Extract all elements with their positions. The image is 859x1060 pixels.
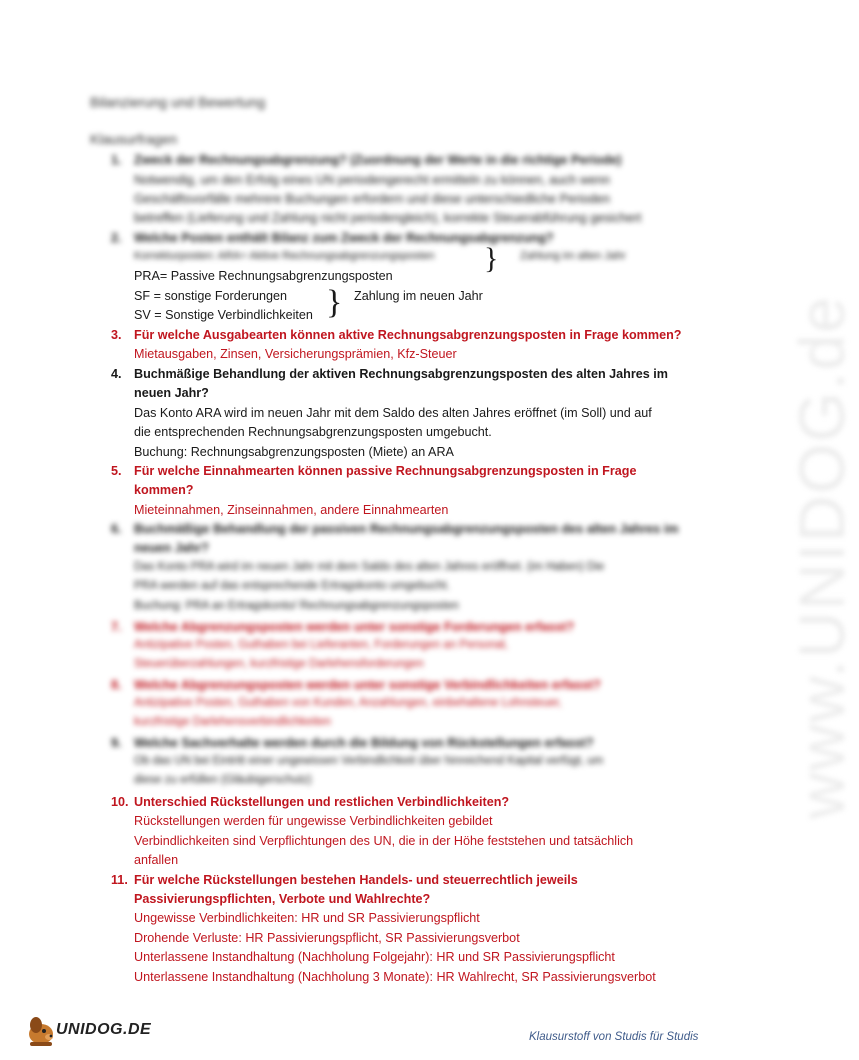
question-11-number: 11.	[111, 873, 128, 887]
question-6-answer-line: Das Konto PRA wird im neuen Jahr mit dem Saldo des alten Jahres eröffnet. (im Haben) Die	[134, 561, 605, 573]
question-10-answer-line: Verbindlichkeiten sind Verpflichtungen des UN, die in der Höhe feststehen und tatsächlich	[134, 834, 634, 848]
document-title: Bilanzierung und Bewertung	[90, 94, 266, 110]
footer-tagline: Klausurstoff von Studis für Studis	[529, 1031, 699, 1043]
question-11-text-line: Passivierungspflichten, Verbote und Wahlrechte?	[134, 892, 431, 906]
question-7-text: Welche Abgrenzungsposten werden unter sonstige Forderungen erfasst?	[134, 620, 575, 634]
question-10-answer-line: anfallen	[134, 853, 179, 867]
question-2-line-sv: SV = Sonstige Verbindlichkeiten	[134, 308, 313, 322]
question-3-answer: Mietausgaben, Zinsen, Versicherungsprämien, Kfz-Steuer	[134, 347, 457, 361]
question-11-answer-line: Ungewisse Verbindlichkeiten: HR und SR Passivierungspflicht	[134, 911, 480, 925]
question-9-answer-line: diese zu erfüllen (Gläubigerschutz)	[134, 774, 312, 786]
question-6-answer-line: Buchung: PRA an Ertragskonto/ Rechnungsabgrenzungsposten	[134, 600, 459, 612]
question-1-number: 1.	[111, 153, 122, 167]
question-4-number: 4.	[111, 367, 122, 381]
question-4-answer-line: Das Konto ARA wird im neuen Jahr mit dem Saldo des alten Jahres eröffnet (im Soll) und auf	[134, 406, 652, 420]
question-4-text-line: Buchmäßige Behandlung der aktiven Rechnungsabgrenzungsposten des alten Jahres im	[134, 367, 668, 381]
question-4-answer-line: Buchung: Rechnungsabgrenzungsposten (Miete) an ARA	[134, 445, 454, 459]
question-7-answer-line: Antizipative Posten, Guthaben bei Lieferanten, Forderungen an Personal,	[134, 639, 508, 651]
question-8-answer-line: kurzfristige Darlehensverbindlichkeiten	[134, 716, 331, 728]
question-5-text-line: Für welche Einnahmearten können passive Rechnungsabgrenzungsposten in Frage	[134, 464, 637, 478]
question-2-number: 2.	[111, 231, 122, 245]
question-1-answer-line: Geschäftsvorfälle mehrere Buchungen erfordern und diese unterschiedliche Perioden	[134, 192, 611, 206]
question-9-text: Welche Sachverhalte werden durch die Bildung von Rückstellungen erfasst?	[134, 736, 594, 750]
question-3-text: Für welche Ausgabearten können aktive Rechnungsabgrenzungsposten in Frage kommen?	[134, 328, 682, 342]
question-2-text: Welche Posten enthält Bilanz zum Zweck der Rechnungsabgrenzung?	[134, 231, 554, 245]
question-5-text-line: kommen?	[134, 483, 194, 497]
question-10-text: Unterschied Rückstellungen und restlichen Verbindlichkeiten?	[134, 795, 510, 809]
question-6-text-line: Buchmäßige Behandlung der passiven Rechnungsabgrenzungsposten des alten Jahres im	[134, 522, 679, 536]
question-10-number: 10.	[111, 795, 129, 809]
question-2-line-ara: Korrekturposten: ARA= Aktive Rechnungsabgrenzungsposten	[134, 250, 435, 262]
question-11-answer-line: Unterlassene Instandhaltung (Nachholung 3 Monate): HR Wahlrecht, SR Passivierungsverbot	[134, 970, 656, 984]
question-7-answer-line: Steuerüberzahlungen, kurzfristige Darlehensforderungen	[134, 658, 424, 670]
question-11-text-line: Für welche Rückstellungen bestehen Handels- und steuerrechtlich jeweils	[134, 873, 578, 887]
question-5-answer: Mieteinnahmen, Zinseinnahmen, andere Einnahmearten	[134, 503, 449, 517]
question-6-text-line: neuen Jahr?	[134, 541, 209, 555]
question-11-answer-line: Unterlassene Instandhaltung (Nachholung Folgejahr): HR und SR Passivierungspflicht	[134, 950, 615, 964]
question-2-line-sf: SF = sonstige Forderungen	[134, 289, 287, 303]
question-9-answer-line: Ob das UN bei Eintritt einer ungewissen Verbindlichkeit über hinreichend Kapital verfügt, um	[134, 755, 604, 767]
question-2-line-pra: PRA= Passive Rechnungsabgrenzungsposten	[134, 269, 393, 283]
question-1-text: Zweck der Rechnungsabgrenzung? (Zuordnung der Werte in die richtige Periode)	[134, 153, 622, 167]
question-6-number: 6.	[111, 522, 122, 536]
logo-text: UNIDOG.DE	[56, 1021, 152, 1038]
question-7-number: 7.	[111, 620, 122, 634]
question-8-number: 8.	[111, 678, 122, 692]
brace-1-label: Zahlung im alten Jahr	[520, 250, 626, 262]
document-subtitle: Klausurfragen	[90, 131, 178, 147]
brace-2-label: Zahlung im neuen Jahr	[354, 289, 483, 303]
question-8-answer-line: Antizipative Posten, Guthaben von Kunden, Anzahlungen, einbehaltene Lohnsteuer,	[134, 697, 562, 709]
watermark-text: www.UNIDOG.de	[785, 295, 858, 819]
brace-1-icon: }	[484, 242, 499, 275]
question-8-text: Welche Abgrenzungsposten werden unter sonstige Verbindlichkeiten erfasst?	[134, 678, 601, 692]
question-4-answer-line: die entsprechenden Rechnungsabgrenzungsposten umgebucht.	[134, 425, 492, 439]
question-6-answer-line: PRA werden auf das entsprechende Ertragskonto umgebucht.	[134, 580, 450, 592]
question-5-number: 5.	[111, 464, 122, 478]
question-1-answer-line: betreffen (Lieferung und Zahlung nicht periodengleich), korrekte Steuerabführung gesichert	[134, 211, 642, 225]
question-4-text-line: neuen Jahr?	[134, 386, 209, 400]
question-11-answer-line: Drohende Verluste: HR Passivierungspflicht, SR Passivierungsverbot	[134, 931, 520, 945]
question-1-answer-line: Notwendig, um den Erfolg eines UN periodengerecht ermitteln zu können, auch wenn	[134, 173, 611, 187]
brace-2-icon: }	[326, 284, 343, 321]
question-10-answer-line: Rückstellungen werden für ungewisse Verbindlichkeiten gebildet	[134, 814, 493, 828]
question-9-number: 9.	[111, 736, 122, 750]
question-3-number: 3.	[111, 328, 122, 342]
